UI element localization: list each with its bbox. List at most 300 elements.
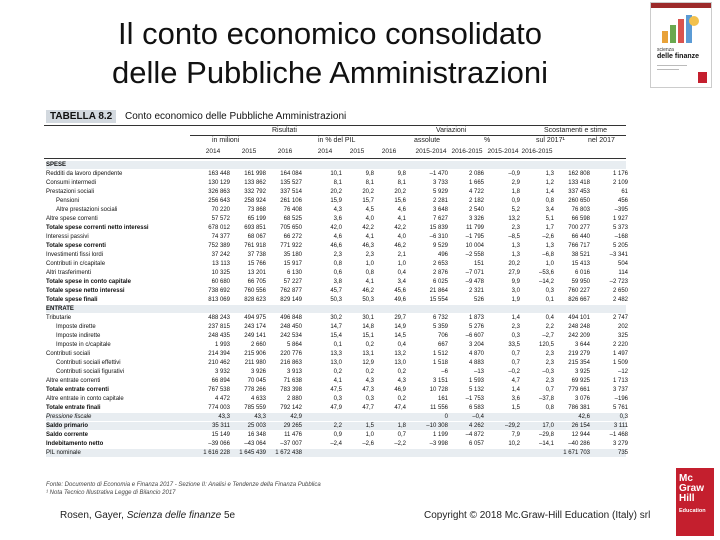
table-cell: 29,7 [394, 315, 406, 321]
table-row [46, 449, 626, 457]
table-cell: –12 [617, 369, 628, 375]
table-cell: –13 [473, 369, 484, 375]
table-cell: 0,7 [545, 387, 554, 393]
table-cell: 30,1 [362, 315, 374, 321]
cover-stripe [651, 3, 711, 8]
table-cell: –3 998 [429, 441, 448, 447]
table-cell: 202 [617, 324, 628, 330]
table-cell: 4 883 [468, 360, 484, 366]
slide-title-line1: Il conto economico consolidato [118, 16, 542, 51]
logo-line-1: Mc [679, 473, 693, 484]
table-cell: 1,3 [511, 243, 520, 249]
table-cell: 9 529 [432, 243, 448, 249]
table-cell: 50,3 [330, 297, 342, 303]
row-label: Imposte indirette [56, 333, 101, 339]
table-cell: –39 066 [208, 441, 230, 447]
table-cell: 135 527 [280, 180, 302, 186]
row-label: PIL nominale [46, 450, 81, 456]
table-cell: 8,1 [333, 180, 342, 186]
table-cell: 35 180 [283, 252, 302, 258]
table-cell: 12 944 [571, 432, 590, 438]
table-cell: –395 [614, 207, 628, 213]
table-cell: 496 848 [280, 315, 302, 321]
table-cell: 25 003 [247, 423, 266, 429]
table-cell: 57 227 [283, 279, 302, 285]
table-cell: 4,0 [397, 234, 406, 240]
table-cell: 14,7 [330, 324, 342, 330]
table-cell: 46,6 [330, 243, 342, 249]
table-row [46, 188, 626, 196]
table-cell: 261 106 [280, 198, 302, 204]
row-label: Pensioni [56, 198, 80, 204]
table-cell: 12,9 [362, 360, 374, 366]
table-cell: 30,2 [330, 315, 342, 321]
table-cell: –2,6 [362, 441, 374, 447]
table-cell: 15 413 [571, 261, 590, 267]
table-cell: 2 660 [250, 342, 266, 348]
table-rule [44, 158, 626, 159]
table-cell: 13,3 [330, 351, 342, 357]
table-cell: 667 [437, 342, 448, 348]
table-cell: 13 113 [212, 261, 230, 267]
table-row [46, 242, 626, 250]
table-cell: 242 534 [280, 333, 302, 339]
table-cell: 3 644 [574, 342, 590, 348]
table-cell: 3 737 [612, 387, 628, 393]
table-cell: 161 998 [244, 171, 266, 177]
table-cell: 0,8 [545, 198, 554, 204]
table-cell: 2,2 [333, 423, 342, 429]
table-cell: 0,3 [619, 414, 628, 420]
table-cell: 760 227 [568, 288, 590, 294]
footer-book-title: Scienza delle finanze [126, 510, 222, 521]
table-row [46, 404, 626, 412]
table-cell: 1,0 [365, 432, 374, 438]
table-cell: 68 067 [247, 234, 266, 240]
table-cell: 46,3 [362, 243, 374, 249]
row-label: Contributi sociali effettivi [56, 360, 121, 366]
table-cell: 826 667 [568, 297, 590, 303]
table-row [46, 287, 626, 295]
table-cell: –6 607 [465, 333, 484, 339]
table-cell: 237 815 [208, 324, 230, 330]
table-cell: 49,6 [394, 297, 406, 303]
table-cell: 3 279 [612, 441, 628, 447]
table-image [40, 106, 630, 500]
table-cell: 42,0 [330, 225, 342, 231]
table-cell: 35 311 [212, 423, 230, 429]
table-row [46, 197, 626, 205]
table-cell: 66 705 [247, 279, 266, 285]
table-cell: 3 151 [432, 378, 448, 384]
table-cell: 9,8 [365, 171, 374, 177]
table-cell: 761 918 [244, 243, 266, 249]
row-label: Altri trasferimenti [46, 270, 92, 276]
table-row [46, 323, 626, 331]
table-cell: 2,3 [545, 360, 554, 366]
table-cell: 0,9 [511, 198, 520, 204]
table-cell: 57 572 [211, 216, 230, 222]
table-cell: 10,1 [330, 171, 342, 177]
table-cell: 4,1 [397, 216, 406, 222]
table-cell: 47,9 [330, 405, 342, 411]
cover-divider [657, 69, 679, 70]
table-cell: 5 132 [468, 387, 484, 393]
table-cell: –2,2 [394, 441, 406, 447]
table-cell: 0,2 [397, 396, 406, 402]
header-absolute: assolute [414, 137, 441, 144]
table-cell: 2 653 [432, 261, 448, 267]
table-cell: 3 932 [214, 369, 230, 375]
table-cell: 4,0 [365, 216, 374, 222]
table-cell: 5 864 [286, 342, 302, 348]
table-row [46, 440, 626, 448]
table-cell: 215 354 [568, 360, 590, 366]
table-cell: 66 894 [211, 378, 230, 384]
table-cell: 1,2 [545, 180, 554, 186]
table-cell: 3 204 [468, 342, 484, 348]
table-cell: 10 004 [465, 243, 484, 249]
table-cell: 0,8 [545, 405, 554, 411]
table-cell: 2 182 [468, 198, 484, 204]
table-cell: –40 286 [568, 441, 590, 447]
year-header: 2016 [381, 148, 397, 155]
table-cell: 1,4 [511, 387, 520, 393]
table-cell: 2 880 [286, 396, 302, 402]
table-cell: 3 925 [574, 369, 590, 375]
logo-line-4: Education [679, 508, 706, 514]
table-note: ¹ Nota Tecnico Illustrativa Legge di Bilancio 2017 [46, 490, 176, 496]
table-cell: 332 792 [244, 189, 266, 195]
table-cell: 1 665 [468, 180, 484, 186]
table-cell: –29,2 [504, 423, 520, 429]
table-cell: 45,6 [394, 288, 406, 294]
table-cell: 792 142 [280, 405, 302, 411]
table-cell: 1 927 [612, 216, 628, 222]
table-row [46, 233, 626, 241]
table-cell: 4 262 [468, 423, 484, 429]
table-cell: 1 873 [468, 315, 484, 321]
table-cell: 2,3 [511, 225, 520, 231]
table-cell: 17,0 [542, 423, 554, 429]
table-cell: 0,7 [397, 432, 406, 438]
table-cell: 0,1 [545, 297, 554, 303]
table-cell: 42,6 [578, 414, 590, 420]
table-cell: 0,3 [333, 396, 342, 402]
row-label: Saldo primario [46, 423, 89, 429]
table-cell: 27,9 [508, 270, 520, 276]
table-cell: 1,0 [545, 261, 554, 267]
table-cell: 133 862 [244, 180, 266, 186]
year-header: 2015 [349, 148, 365, 155]
table-cell: –9 478 [465, 279, 484, 285]
table-cell: 1 713 [612, 378, 628, 384]
table-cell: –6 [441, 369, 448, 375]
table-heading [46, 110, 346, 124]
table-cell: 210 462 [208, 360, 230, 366]
table-cell: 3 913 [286, 369, 302, 375]
table-cell: 29 265 [283, 423, 302, 429]
table-cell: 786 381 [568, 405, 590, 411]
table-cell: 3 076 [574, 396, 590, 402]
table-cell: 13,1 [362, 351, 374, 357]
table-cell: 2,3 [333, 252, 342, 258]
table-cell: 10,2 [508, 441, 520, 447]
table-cell: 4,5 [365, 207, 374, 213]
table-cell: 1 616 228 [203, 450, 230, 456]
table-cell: 0,7 [511, 351, 520, 357]
row-label: ENTRATE [46, 306, 74, 312]
table-cell: 488 243 [208, 315, 230, 321]
table-cell: 133 418 [568, 180, 590, 186]
table-row [46, 422, 626, 430]
table-cell: 248 248 [568, 324, 590, 330]
table-cell: 1 512 [432, 351, 448, 357]
table-cell: 11 476 [284, 432, 302, 438]
table-cell: –2,6 [542, 234, 554, 240]
table-cell: 0,4 [397, 342, 406, 348]
table-cell: 5 359 [432, 324, 448, 330]
table-cell: 243 174 [244, 324, 266, 330]
table-cell: 15 839 [429, 225, 448, 231]
table-cell: 5 205 [612, 243, 628, 249]
table-cell: –53,6 [538, 270, 554, 276]
table-cell: –37 007 [280, 441, 302, 447]
table-cell: 161 [437, 396, 448, 402]
table-row [46, 431, 626, 439]
table-cell: 778 266 [244, 387, 266, 393]
table-cell: 526 [473, 297, 484, 303]
table-cell: 2 321 [468, 288, 484, 294]
table-cell: 1,8 [511, 189, 520, 195]
table-row [46, 224, 626, 232]
table-cell: 220 776 [280, 351, 302, 357]
table-cell: 7,9 [511, 432, 520, 438]
table-cell: 456 [617, 198, 628, 204]
table-cell: 6 732 [432, 315, 448, 321]
table-cell: 21 864 [429, 288, 448, 294]
table-cell: 43,3 [254, 414, 266, 420]
table-cell: 705 650 [280, 225, 302, 231]
year-header: 2016 [277, 148, 293, 155]
table-cell: –4 872 [465, 432, 484, 438]
table-cell: –7 071 [465, 270, 484, 276]
table-cell: 0,2 [365, 342, 374, 348]
table-cell: 211 980 [244, 360, 266, 366]
table-cell: –2 558 [465, 252, 484, 258]
footer-copyright: Copyright © 2018 Mc.Graw-Hill Education (Italy) srl [424, 510, 651, 521]
table-cell: 4,3 [397, 378, 406, 384]
table-cell: 71 638 [283, 378, 302, 384]
table-cell: 1,5 [365, 423, 374, 429]
table-cell: 2,2 [545, 324, 554, 330]
table-cell: 9,9 [511, 279, 520, 285]
table-cell: 47,3 [362, 387, 374, 393]
row-label: Totale spese finali [46, 297, 98, 303]
table-cell: 164 084 [280, 171, 302, 177]
row-label: Totale entrate finali [46, 405, 101, 411]
table-cell: 74 377 [211, 234, 230, 240]
book-cover-thumbnail [650, 2, 712, 88]
table-cell: 337 453 [568, 189, 590, 195]
table-cell: 0,9 [333, 432, 342, 438]
header-dpf: sul 2017¹ [536, 137, 565, 144]
table-cell: 3 733 [432, 180, 448, 186]
table-cell: 3 111 [613, 423, 628, 429]
table-cell: 3,0 [511, 288, 520, 294]
table-cell: 813 069 [208, 297, 230, 303]
table-cell: 42,9 [290, 414, 302, 420]
table-cell: 767 538 [208, 387, 230, 393]
mcgraw-hill-logo [676, 468, 714, 536]
row-label: Imposte dirette [56, 324, 96, 330]
table-cell: 2 650 [612, 288, 628, 294]
table-cell: 61 [621, 189, 628, 195]
table-cell: 249 141 [244, 333, 266, 339]
table-cell: 3,8 [333, 279, 342, 285]
header-millions: in milioni [212, 137, 240, 144]
table-cell: 5,1 [545, 216, 554, 222]
table-row [46, 359, 626, 367]
table-cell: 20,2 [394, 189, 406, 195]
table-row [46, 161, 626, 169]
table-cell: 65 199 [247, 216, 266, 222]
table-cell: –10 308 [426, 423, 448, 429]
table-cell: 13,0 [394, 360, 406, 366]
table-cell: –14,1 [538, 441, 554, 447]
cover-divider [657, 65, 687, 66]
table-cell: 70 220 [211, 207, 230, 213]
table-cell: 0,4 [397, 270, 406, 276]
table-cell: –1 468 [609, 432, 628, 438]
header-forecast-2017: nel 2017 [588, 137, 615, 144]
table-cell: 752 389 [208, 243, 230, 249]
table-cell: –1 795 [465, 234, 484, 240]
table-cell: 706 [437, 333, 448, 339]
table-row [46, 377, 626, 385]
table-cell: 0,6 [333, 270, 342, 276]
table-tag: TABELLA 8.2 [46, 110, 116, 123]
table-cell: 5,2 [511, 207, 520, 213]
table-cell: 0,2 [397, 369, 406, 375]
table-cell: 1 593 [468, 378, 484, 384]
year-header: 2015-2014 [415, 148, 447, 155]
table-cell: 2 876 [432, 270, 448, 276]
table-cell: 779 661 [568, 387, 590, 393]
table-row [46, 305, 626, 313]
table-cell: 15,7 [362, 198, 374, 204]
row-label: Prestazioni sociali [46, 189, 95, 195]
row-label: Totale spese correnti [46, 243, 106, 249]
logo-line-3: Hill [679, 493, 695, 504]
table-cell: 1,4 [511, 315, 520, 321]
slide-title-line2: delle Pubbliche Amministrazioni [112, 55, 548, 90]
table-cell: 325 [617, 333, 628, 339]
table-row [46, 179, 626, 187]
table-cell: 26 154 [571, 423, 590, 429]
table-cell: 59 950 [571, 279, 590, 285]
table-cell: 13,0 [330, 360, 342, 366]
table-cell: 2,1 [397, 252, 406, 258]
table-cell: 738 692 [208, 288, 230, 294]
table-cell: 15,4 [330, 333, 342, 339]
row-label: Saldo corrente [46, 432, 89, 438]
table-cell: 0 [444, 414, 448, 420]
table-cell: –0,3 [542, 369, 554, 375]
table-cell: 1,0 [365, 261, 374, 267]
table-cell: 1,5 [511, 405, 520, 411]
table-cell: 4 870 [468, 351, 484, 357]
table-cell: –0,9 [508, 171, 520, 177]
table-cell: 2 281 [432, 198, 448, 204]
table-cell: –8,5 [508, 234, 520, 240]
table-row [46, 386, 626, 394]
table-cell: 0,3 [511, 333, 520, 339]
table-cell: 1,7 [545, 225, 554, 231]
table-cell: 1 993 [214, 342, 230, 348]
row-label: Investimenti fissi lordi [46, 252, 104, 258]
table-rule [190, 135, 626, 136]
table-cell: 70 045 [247, 378, 266, 384]
table-cell: 783 398 [280, 387, 302, 393]
row-label: Altre entrate correnti [46, 378, 101, 384]
row-label: Tributarie [46, 315, 72, 321]
table-cell: 1,3 [545, 171, 554, 177]
table-cell: 8,1 [365, 180, 374, 186]
table-cell: 5 276 [468, 324, 484, 330]
header-percent: % [484, 137, 491, 144]
table-cell: 2,9 [511, 180, 520, 186]
footer-edition: 5e [221, 510, 236, 521]
footer-book-reference [60, 510, 235, 521]
table-rule [44, 125, 626, 126]
table-cell: –2,4 [330, 441, 342, 447]
table-cell: 2 482 [612, 297, 628, 303]
table-cell: 4,7 [511, 378, 520, 384]
table-cell: 69 925 [571, 378, 590, 384]
table-cell: 242 209 [568, 333, 590, 339]
table-cell: 760 556 [244, 288, 266, 294]
table-cell: 13,2 [394, 351, 406, 357]
table-cell: 0,2 [333, 369, 342, 375]
table-cell: 47,5 [330, 387, 342, 393]
table-cell: 15,9 [330, 198, 342, 204]
table-cell: 10 728 [429, 387, 448, 393]
row-label: Totale spese correnti netto interessi [46, 225, 149, 231]
table-cell: 337 514 [280, 189, 302, 195]
table-cell: 3 648 [432, 207, 448, 213]
table-cell: 3,4 [545, 207, 554, 213]
table-cell: 1,8 [397, 423, 406, 429]
table-cell: 496 [437, 252, 448, 258]
table-cell: 14,8 [362, 324, 374, 330]
header-results: Risultati [272, 127, 297, 134]
table-cell: 1,4 [545, 189, 554, 195]
table-cell: 15,6 [394, 198, 406, 204]
table-cell: 2 220 [612, 342, 628, 348]
table-cell: 76 803 [571, 207, 590, 213]
table-cell: 50,3 [362, 297, 374, 303]
table-cell: 248 450 [280, 324, 302, 330]
table-cell: –6 310 [429, 234, 448, 240]
table-cell: 42,2 [362, 225, 374, 231]
table-cell: 494 975 [244, 315, 266, 321]
table-cell: 15 554 [429, 297, 448, 303]
table-cell: 6 057 [468, 441, 484, 447]
table-cell: –2,7 [542, 333, 554, 339]
table-cell: 260 650 [568, 198, 590, 204]
table-cell: 120,5 [538, 342, 554, 348]
